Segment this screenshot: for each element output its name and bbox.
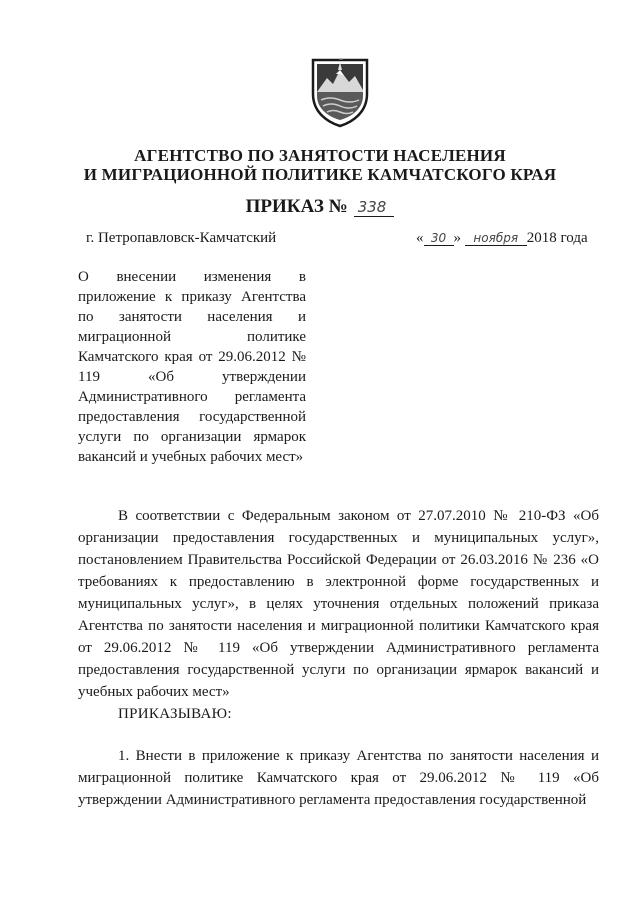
date-year: 2018 года — [526, 230, 588, 246]
order-item-1: 1. Внести в приложение к приказу Агентства по занятости населения и миграционной политике Камчатского края от 29.06.2012 № 119 «Об утверждении Административного регламента предоставления государственной — [78, 748, 599, 808]
order-date — [416, 230, 588, 247]
city-name: г. Петропавловск-Камчатский — [86, 230, 277, 246]
order-subject: О внесении изменения в приложение к приказу Агентства по занятости населения и миграционной политике Камчатского края от 29.06.2012 № 119 «Об утверждении Административного регламента предоставления государственной услуги по организации ярмарок вакансий и учебных рабочих мест» — [78, 269, 306, 465]
organization-name-line-2: И МИГРАЦИОННОЙ ПОЛИТИКЕ КАМЧАТСКОГО КРАЯ — [83, 165, 557, 184]
kamchatka-coat-of-arms-icon — [303, 54, 377, 128]
order-number: 338 — [354, 198, 395, 217]
organization-name-line-1: АГЕНТСТВО ПО ЗАНЯТОСТИ НАСЕЛЕНИЯ — [134, 146, 506, 165]
date-open-quote: « — [416, 230, 424, 246]
date-month: ноября — [465, 231, 527, 246]
date-day: 30 — [424, 231, 454, 246]
order-title: ПРИКАЗ № — [245, 196, 348, 217]
preamble-paragraph: В соответствии с Федеральным законом от 27.07.2010 № 210-ФЗ «Об организации предоставления государственных и муниципальных услуг», постановлением Правительства Российской Федерации от 26.03.2016 № 236 «О требованиях к предоставлению в электронной форме государственных и муниципальных услуг», в целях уточнения отдельных положений приказа Агентства по занятости населения и миграционной политики Камчатского края от 29.06.2012 № 119 «Об утверждении Административного регламента предоставления государственной услуги по организации ярмарок вакансий и учебных рабочих мест» — [78, 508, 599, 700]
order-word: ПРИКАЗЫВАЮ: — [118, 706, 232, 722]
order-title-line — [0, 196, 640, 218]
date-close-quote: » — [453, 230, 461, 246]
